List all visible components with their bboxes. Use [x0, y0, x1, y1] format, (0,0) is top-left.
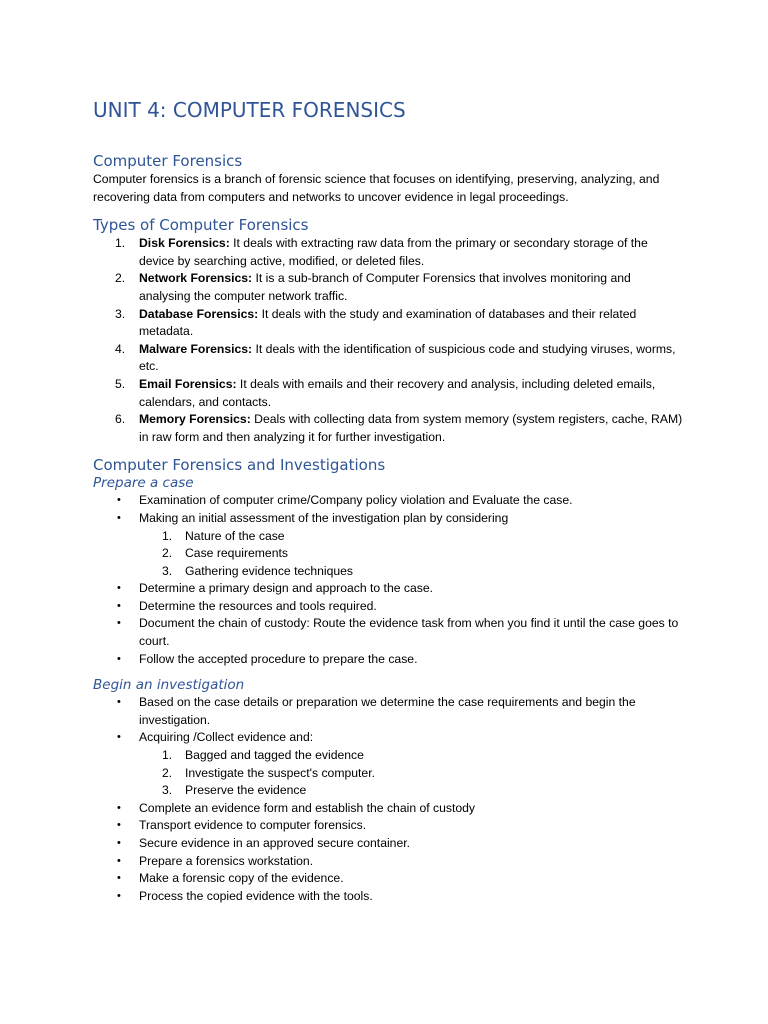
list-item: • Process the copied evidence with the tools. [93, 888, 683, 906]
sub-list-item: 1. Bagged and tagged the evidence [162, 748, 364, 763]
list-item: 1. Disk Forensics: It deals with extracting raw data from the primary or secondary storage of the device by searching active, modified, or deleted files. [115, 236, 648, 268]
list-item: • Transport evidence to computer forensics. [93, 817, 683, 835]
sub-list-item: 2. Investigate the suspect's computer. [162, 765, 375, 780]
subheading-prepare-case: Prepare a case [93, 475, 194, 492]
list-item: • Secure evidence in an approved secure container. [93, 835, 683, 853]
list-item: • Examination of computer crime/Company policy violation and Evaluate the case. [93, 492, 683, 510]
bullet-icon: • [117, 854, 121, 867]
list-item: • Determine the resources and tools required. [93, 598, 683, 616]
bullet-icon: • [117, 837, 121, 849]
types-list [93, 235, 683, 446]
list-item: • Determine a primary design and approach to the case. [93, 580, 683, 598]
bullet-icon: • [117, 819, 121, 832]
list-item: • Based on the case details or preparation we determine the case requirements and begin the investigation. [117, 695, 636, 727]
bullet-icon: • [117, 652, 121, 665]
bullet-icon: • [117, 889, 121, 902]
list-item: • Acquiring /Collect evidence and: [93, 729, 683, 747]
list-item: 4. Malware Forensics: It deals with the identification of suspicious code and studying viruses, worms, etc. [115, 341, 676, 374]
sub-list-item: 3. Gathering evidence techniques [162, 563, 354, 578]
list-item: • Making an initial assessment of the investigation plan by considering [93, 510, 683, 528]
bullet-icon: • [117, 696, 121, 709]
list-item: 5. Email Forensics: It deals with emails and their recovery and analysis, including deleted emails, calendars, and contacts. [115, 376, 656, 409]
list-item: • Document the chain of custody: Route the evidence task from when you find it until the case goes to court. [117, 616, 679, 649]
bullet-icon: • [117, 582, 121, 595]
section-heading-investigations: Computer Forensics and Investigations [93, 456, 386, 475]
prepare-list [93, 492, 683, 668]
bullet-icon: • [117, 617, 121, 630]
intro-paragraph: Computer forensics is a branch of forensic science that focuses on identifying, preserving, analyzing, and recovering data from computers and networks to uncover evidence in legal proceedings. [93, 172, 660, 204]
begin-list [93, 694, 683, 905]
bullet-icon: • [117, 801, 121, 814]
page-title: UNIT 4: COMPUTER FORENSICS [93, 98, 406, 122]
document-page [93, 96, 683, 905]
list-item: • Follow the accepted procedure to prepare the case. [93, 651, 683, 669]
bullet-icon: • [117, 599, 121, 612]
sub-list [93, 747, 683, 800]
list-item: 6. Memory Forensics: Deals with collecting data from system memory (system registers, cache, RAM) in raw form and then analyzing it for further investigation. [115, 412, 683, 444]
list-item: 3. Database Forensics: It deals with the study and examination of databases and their related metadata. [115, 306, 637, 339]
list-item: • Prepare a forensics workstation. [93, 853, 683, 871]
sub-list-item: 2. Case requirements [162, 546, 288, 561]
sub-list-item: 1. Nature of the case [162, 528, 285, 543]
section-heading-computer-forensics: Computer Forensics [93, 152, 243, 170]
list-item: • Complete an evidence form and establish the chain of custody [93, 800, 683, 818]
list-item: 2. Network Forensics: It is a sub-branch of Computer Forensics that involves monitoring and analysing the computer network traffic. [115, 271, 631, 303]
subheading-begin-investigation: Begin an investigation [93, 677, 245, 694]
sub-list [93, 528, 683, 581]
bullet-icon: • [117, 511, 121, 524]
section-heading-types: Types of Computer Forensics [93, 216, 309, 235]
sub-list-item: 3. Preserve the evidence [162, 783, 307, 798]
bullet-icon: • [117, 731, 121, 744]
bullet-icon: • [117, 872, 121, 885]
bullet-icon: • [117, 494, 121, 507]
list-item: • Make a forensic copy of the evidence. [93, 870, 683, 888]
